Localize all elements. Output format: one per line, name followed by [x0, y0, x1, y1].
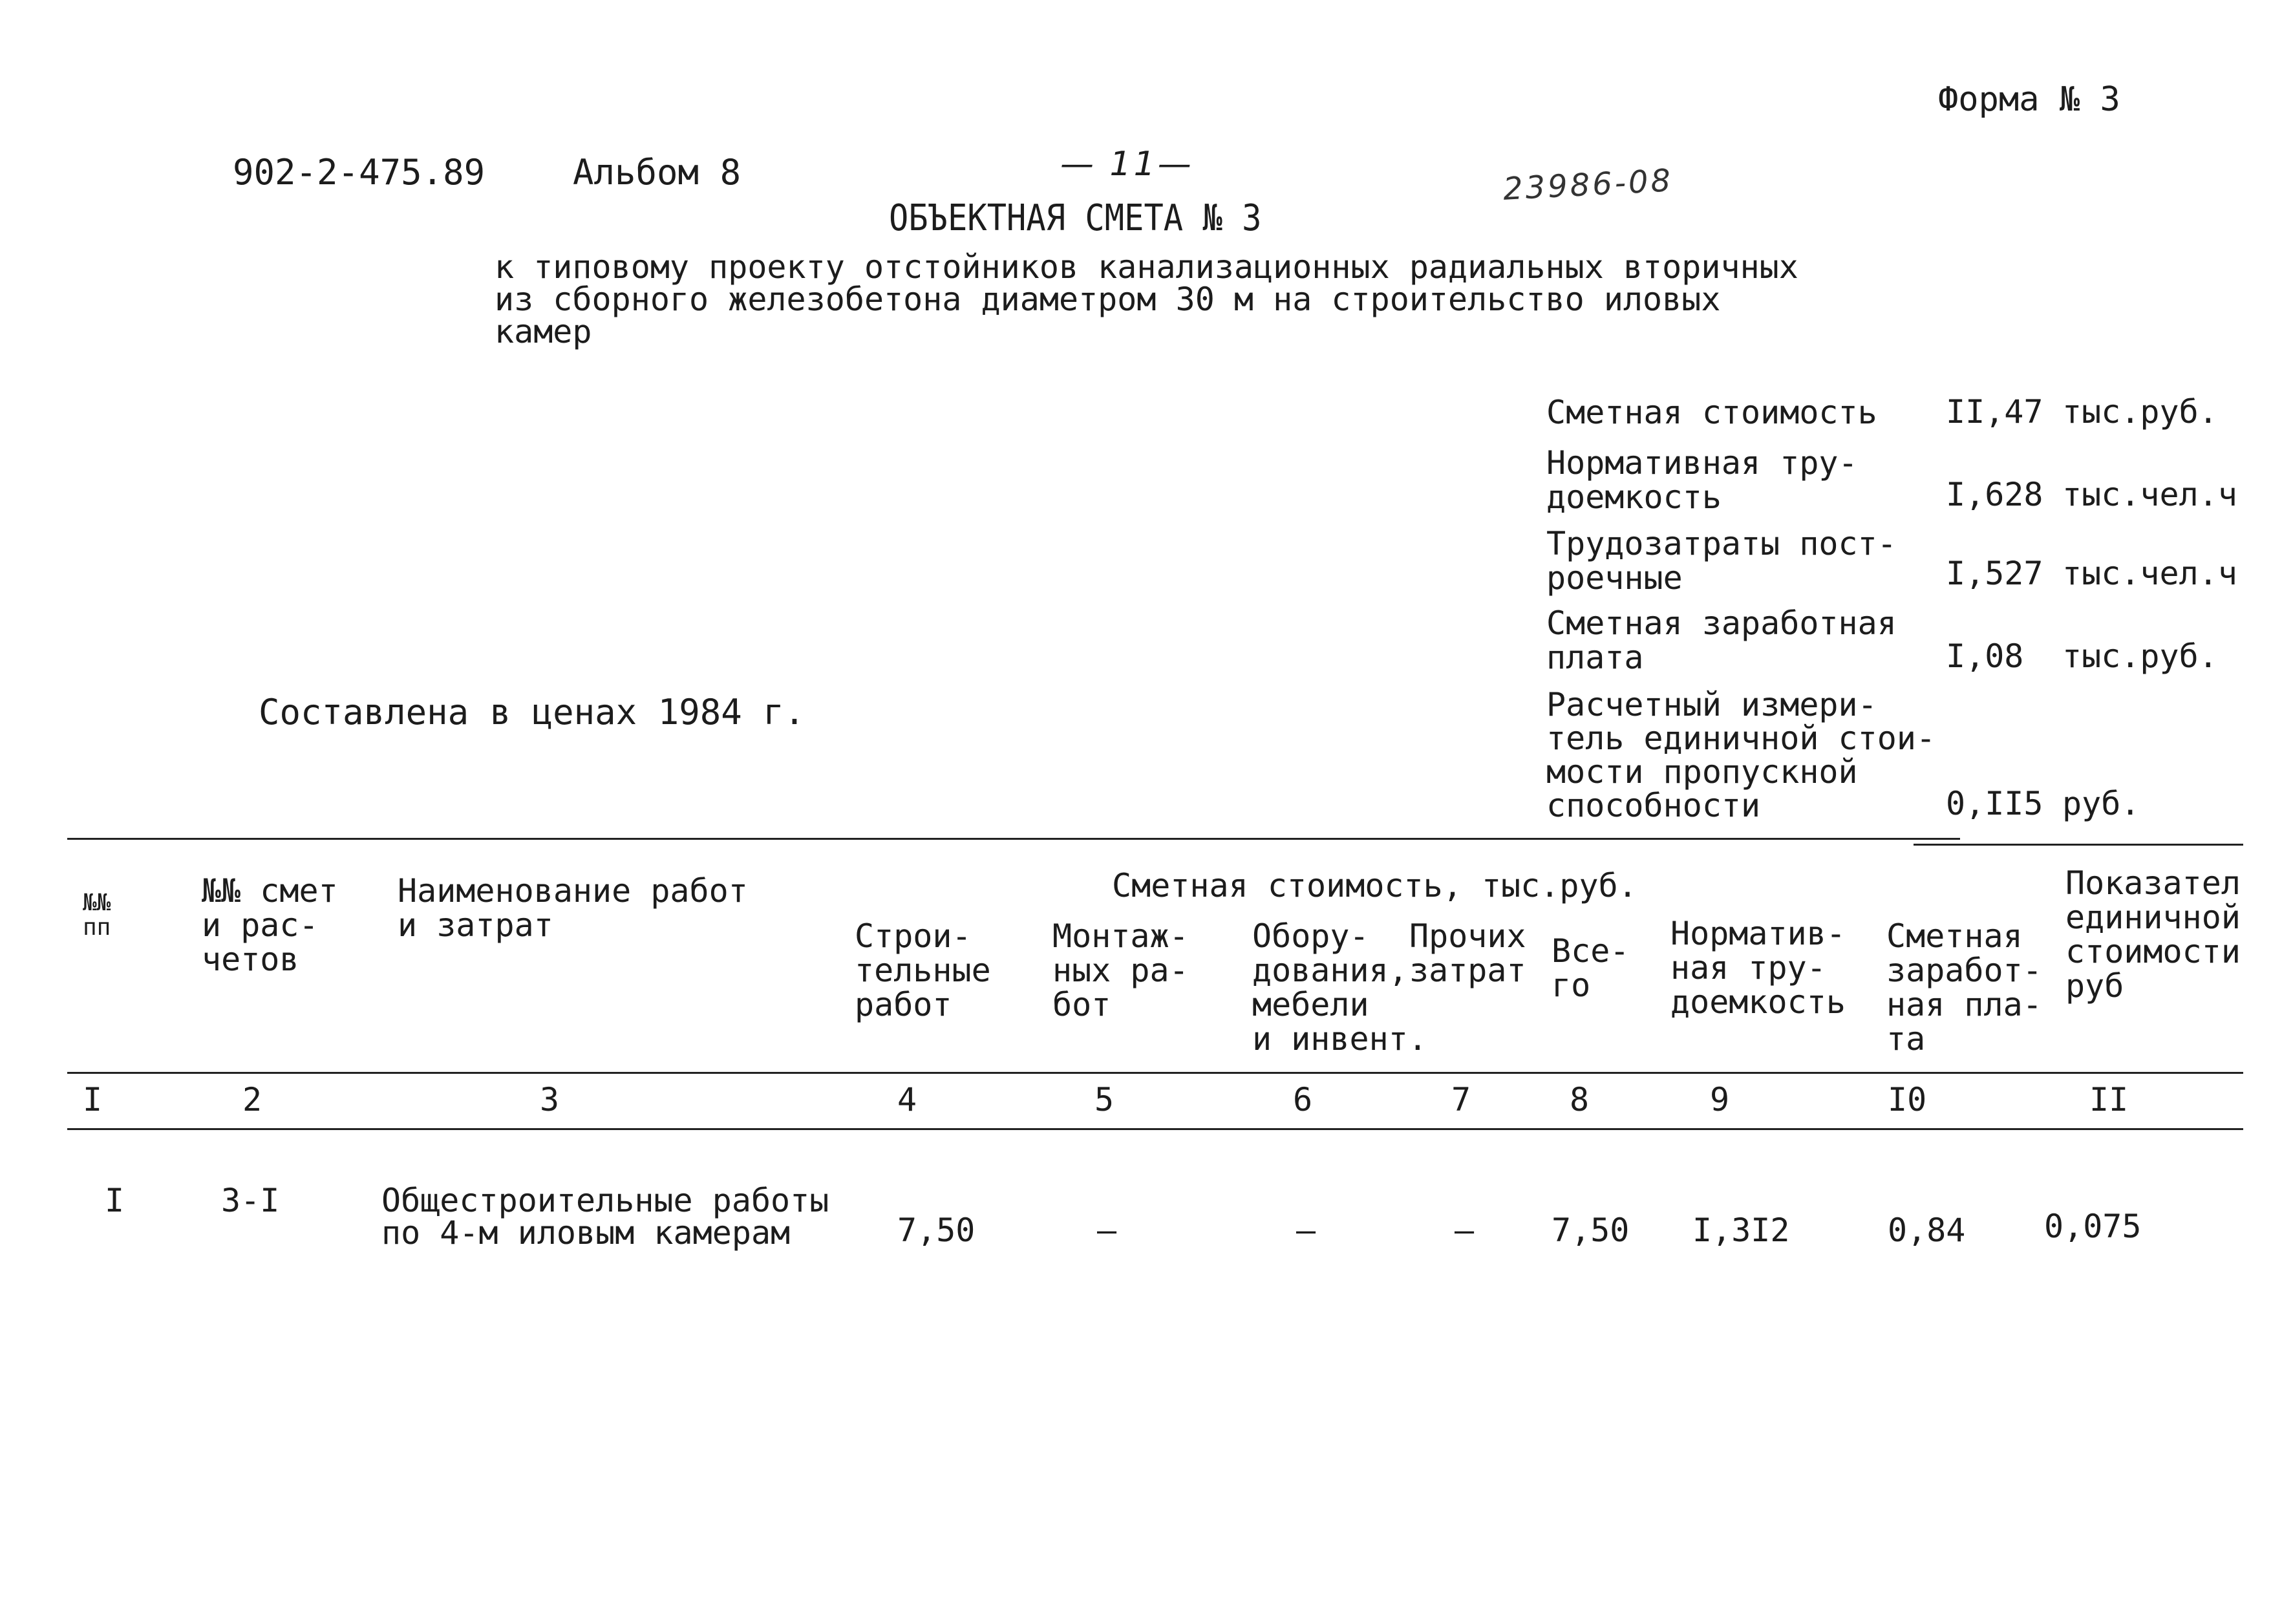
- col-header-equipment: Обору- дования, мебели и инвент.: [1252, 917, 1427, 1058]
- column-numbers-rule: [67, 1128, 2243, 1130]
- summary-value: I,527: [1946, 555, 2043, 592]
- summary-value: II,47: [1946, 393, 2043, 431]
- document-subtitle: к типовому проекту отстойников канализационных радиальных вторичных из сборного железобетона диаметром 30 м на строительство иловых камер: [495, 248, 1798, 350]
- column-number: 5: [1094, 1081, 1114, 1118]
- summary-unit: тыс.чел.ч: [2062, 476, 2237, 513]
- col-header-total: Все- го: [1552, 932, 1630, 1004]
- summary-label: Нормативная тру- доемкость: [1546, 444, 1858, 516]
- col-header-name: Наименование работ и затрат: [398, 872, 748, 944]
- column-number: 2: [242, 1081, 262, 1118]
- page-number-mark: — 11—: [1060, 145, 1194, 184]
- row-installation: –: [1097, 1212, 1117, 1249]
- row-wage: 0,84: [1888, 1212, 1966, 1249]
- summary-unit: тыс.чел.ч: [2062, 555, 2237, 592]
- price-basis: Составлена в ценах 1984 г.: [259, 692, 805, 732]
- summary-label: Трудозатраты пост- роечные: [1546, 525, 1897, 597]
- row-estimate: 3-I: [221, 1182, 280, 1219]
- project-code: 902-2-475.89: [233, 152, 485, 193]
- column-number: 3: [540, 1081, 560, 1118]
- group-header-cost: Сметная стоимость, тыс.руб.: [1112, 867, 1637, 904]
- col-header-estimate: №№ смет и рас- четов: [202, 872, 338, 978]
- row-number: I: [105, 1182, 125, 1219]
- header-bottom-rule: [67, 1072, 2243, 1074]
- col-header-labor: Норматив- ная тру- доемкость: [1670, 915, 1846, 1021]
- col-header-other: Прочих затрат: [1409, 917, 1526, 989]
- column-number: I: [83, 1081, 103, 1118]
- row-unit-cost: 0,075: [2044, 1208, 2142, 1245]
- summary-unit: тыс.руб.: [2062, 393, 2218, 431]
- summary-value: 0,II5: [1946, 785, 2043, 822]
- table-top-rule-left: [67, 838, 1960, 840]
- handwritten-code: 23986-08: [1502, 162, 1674, 208]
- column-number: 9: [1710, 1081, 1730, 1118]
- summary-value: I,08: [1946, 637, 2024, 675]
- col-header-no: №№ пп: [83, 890, 111, 941]
- row-other: –: [1455, 1212, 1475, 1249]
- col-header-unit-cost: Показател единичной стоимости руб: [2065, 864, 2241, 1005]
- summary-label: Расчетный измери- тель единичной стои- мости пропускной способности: [1546, 686, 1936, 824]
- row-labor: I,3I2: [1692, 1212, 1790, 1249]
- col-header-installation: Монтаж- ных ра- бот: [1052, 917, 1189, 1023]
- summary-label: Сметная стоимость: [1546, 394, 1877, 431]
- column-number: 7: [1451, 1081, 1471, 1118]
- column-number: 8: [1570, 1081, 1590, 1118]
- row-total: 7,50: [1552, 1212, 1630, 1249]
- row-equipment: –: [1296, 1212, 1316, 1249]
- summary-value: I,628: [1946, 476, 2043, 513]
- col-header-wage: Сметная заработ- ная пла- та: [1886, 917, 2042, 1058]
- document-title: ОБЪЕКТНАЯ СМЕТА № 3: [889, 197, 1262, 239]
- table-top-rule-right: [1914, 844, 2243, 846]
- album-number: Альбом 8: [573, 152, 741, 193]
- row-name: Общестроительные работы по 4-м иловым камерам: [381, 1182, 829, 1252]
- column-number: 6: [1293, 1081, 1313, 1118]
- column-number: 4: [897, 1081, 917, 1118]
- summary-unit: тыс.руб.: [2062, 637, 2218, 675]
- form-number: Форма № 3: [1938, 80, 2120, 119]
- col-header-construction: Строи- тельные работ: [855, 917, 991, 1023]
- summary-label: Сметная заработная плата: [1546, 604, 1897, 676]
- row-construction: 7,50: [897, 1212, 976, 1249]
- summary-unit: руб.: [2062, 785, 2140, 822]
- column-number: I0: [1888, 1081, 1927, 1118]
- column-number: II: [2089, 1081, 2129, 1118]
